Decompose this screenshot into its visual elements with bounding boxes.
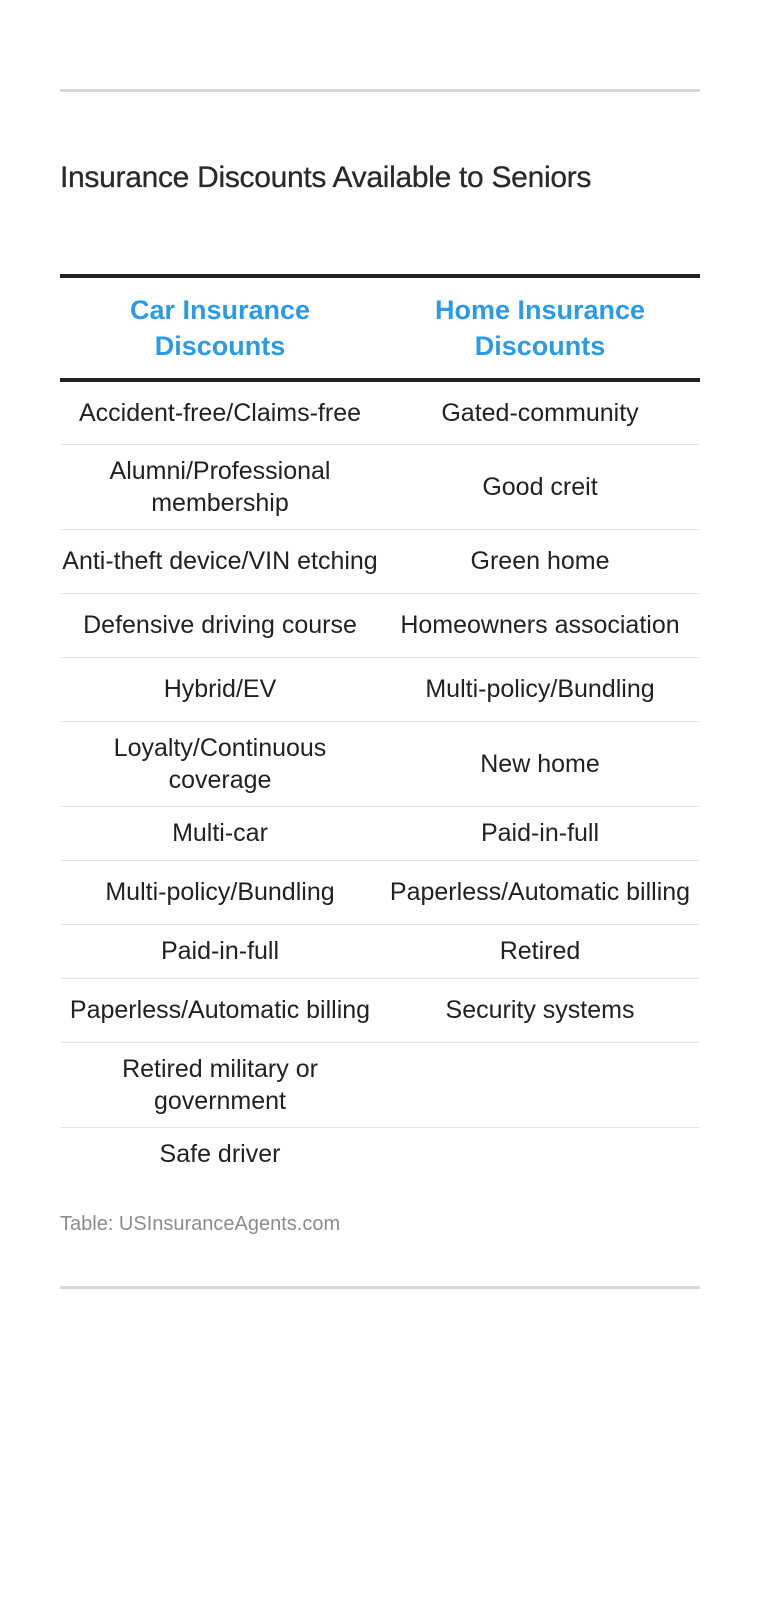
page-title: Insurance Discounts Available to Seniors xyxy=(60,161,592,194)
discounts-table xyxy=(60,274,700,1181)
table-header-row xyxy=(60,276,700,380)
column-header-car: Car Insurance Discounts xyxy=(60,276,380,380)
home-discount-cell xyxy=(380,1042,700,1127)
car-discount-cell: Anti-theft device/VIN etching xyxy=(60,529,380,593)
home-discount-cell: Paperless/Automatic billing xyxy=(380,860,700,924)
car-discount-cell: Safe driver xyxy=(159,1140,281,1169)
car-discount-cell: Multi-policy/Bundling xyxy=(60,860,380,924)
table-row xyxy=(60,721,700,806)
home-discount-cell xyxy=(380,1127,700,1181)
table-row xyxy=(60,1042,700,1127)
table-row xyxy=(60,924,700,978)
top-divider xyxy=(60,89,700,92)
home-discount-cell: Retired xyxy=(380,924,700,978)
car-discount-cell: Accident-free/Claims-free xyxy=(60,380,380,444)
table-row xyxy=(60,380,700,444)
home-discount-cell: Green home xyxy=(380,529,700,593)
car-discount-cell: Loyalty/Continuous coverage xyxy=(60,721,380,806)
table-row xyxy=(60,978,700,1042)
table-row xyxy=(60,1127,700,1181)
car-discount-cell: Defensive driving course xyxy=(60,593,380,657)
car-discount-cell: Paperless/Automatic billing xyxy=(60,978,380,1042)
home-discount-cell: Homeowners association xyxy=(380,593,700,657)
table-row xyxy=(60,657,700,721)
bottom-divider xyxy=(60,1286,700,1289)
table-row xyxy=(60,806,700,860)
table-row xyxy=(60,860,700,924)
car-discount-cell: Retired military or government xyxy=(60,1042,380,1127)
home-discount-cell: New home xyxy=(380,721,700,806)
car-discount-cell: Paid-in-full xyxy=(60,924,380,978)
table-row xyxy=(60,444,700,529)
home-discount-cell: Gated-community xyxy=(380,380,700,444)
car-discount-cell: Hybrid/EV xyxy=(60,657,380,721)
home-discount-cell: Good creit xyxy=(380,444,700,529)
car-discount-cell: Alumni/Professional membership xyxy=(60,444,380,529)
car-discount-cell: Multi-car xyxy=(60,806,380,860)
source-note: Table: USInsuranceAgents.com xyxy=(60,1213,341,1235)
table-row xyxy=(60,593,700,657)
table-figure xyxy=(60,0,700,1289)
column-header-home: Home Insurance Discounts xyxy=(380,276,700,380)
table-row xyxy=(60,529,700,593)
home-discount-cell: Security systems xyxy=(380,978,700,1042)
home-discount-cell: Paid-in-full xyxy=(380,806,700,860)
home-discount-cell: Multi-policy/Bundling xyxy=(380,657,700,721)
